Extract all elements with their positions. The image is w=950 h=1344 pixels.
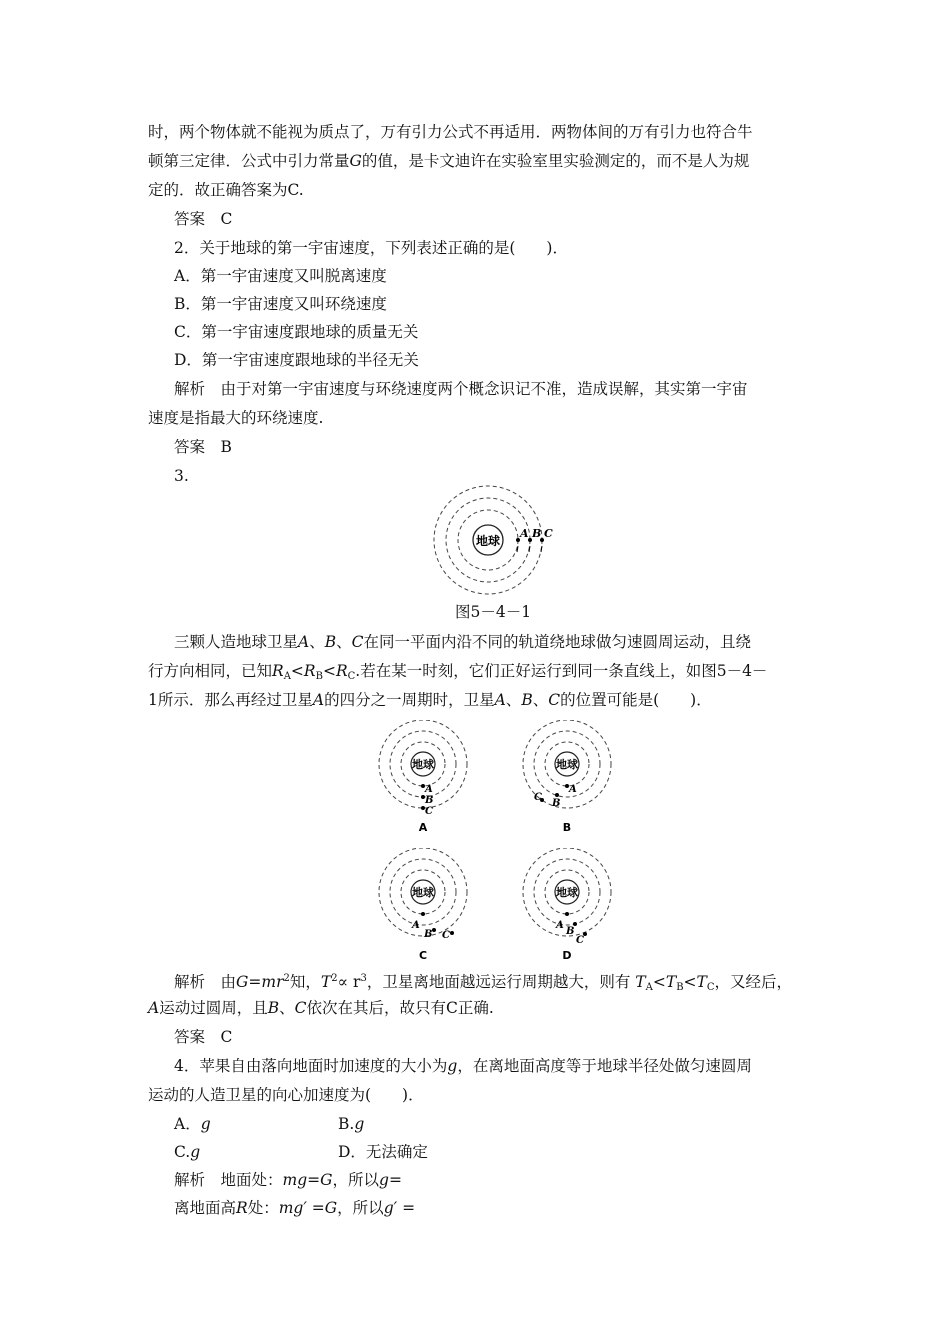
label-a: A (556, 920, 564, 931)
q2-analysis-2: 速度是指最大的环绕速度. (148, 409, 324, 427)
figure-caption: 图5－4－1 (455, 603, 532, 621)
text: 1所示．那么再经过卫星 (148, 691, 313, 709)
para-line-3: 定的．故正确答案为C. (148, 181, 304, 199)
text: = (402, 1199, 416, 1217)
q3-stem-3 (148, 690, 712, 710)
symbol-t: T (320, 973, 332, 991)
text: 解析 地面处： (174, 1171, 283, 1189)
text: .若在某一时刻，它们正好运行到同一条直线上，如图5－4－ (355, 662, 768, 680)
text: 解析 由 (174, 973, 237, 991)
formula: g′ (383, 1199, 398, 1217)
q3-stem-1 (174, 632, 751, 652)
option-figure-a (368, 720, 478, 836)
option-label-b: B (562, 821, 572, 834)
text: 、 (505, 691, 522, 709)
lt: < (652, 973, 666, 991)
q2-option-d: D．第一宇宙速度跟地球的半径无关 (174, 351, 419, 369)
label-a: A (412, 920, 420, 931)
label-c: C (534, 792, 542, 803)
label-c: C (442, 930, 450, 941)
text: 三颗人造地球卫星 (174, 633, 299, 651)
q4-analysis-2 (174, 1198, 415, 1218)
label-b: B (552, 798, 561, 809)
symbol-a: A (148, 999, 160, 1017)
symbol-b: B (521, 691, 533, 709)
text: 的四分之一周期时，卫星 (324, 691, 495, 709)
para-line-2 (148, 151, 749, 171)
text: 离地面高 (174, 1199, 237, 1217)
symbol-g: g (447, 1057, 458, 1075)
q3-analysis-1: 解析 由$G=mr^2$知，$T^2\propto r^3$，卫星离地面越远运行周期越大，则有 $T_A<T_B<T_C$，又经后， (174, 973, 793, 993)
q2-option-b: B．第一宇宙速度又叫环绕速度 (174, 295, 387, 313)
text: B. (338, 1115, 355, 1133)
q3-answer: 答案 C (174, 1028, 233, 1046)
text: ，在离地面高度等于地球半径处做匀速圆周 (457, 1057, 752, 1075)
q4-option-b (338, 1114, 364, 1134)
q3-stem-2 (148, 661, 767, 687)
symbol-g: g (379, 1171, 389, 1189)
text: 运动过圆周，且 (159, 999, 268, 1017)
q2-option-c: C．第一宇宙速度跟地球的质量无关 (174, 323, 419, 341)
sub-c: C (706, 982, 715, 993)
text: 、 (309, 633, 325, 651)
formula: ∝ r (337, 973, 361, 991)
formula: mg′ (278, 1199, 307, 1217)
label-c: C (425, 806, 433, 817)
text: = (307, 1171, 321, 1189)
q4-analysis-1 (174, 1170, 402, 1190)
symbol-a: A (298, 633, 310, 651)
q4-stem-1 (174, 1056, 752, 1076)
direction-arrows (517, 546, 542, 552)
lt: < (322, 662, 336, 680)
option-label-d: D (562, 949, 572, 962)
symbol-r: R (335, 662, 348, 680)
text: 在同一平面内沿不同的轨道绕地球做匀速圆周运动，且绕 (363, 633, 752, 651)
text: ，所以 (337, 1199, 384, 1217)
symbol-r: R (236, 1199, 248, 1217)
label-a: A (425, 784, 433, 795)
symbol-g: G (349, 152, 362, 170)
option-label-c: C (418, 949, 428, 962)
symbol-b: B (267, 999, 280, 1017)
q2-option-a: A．第一宇宙速度又叫脱离速度 (174, 267, 387, 285)
symbol-a: A (494, 691, 506, 709)
satellite-b-label: B (532, 527, 542, 540)
q4-option-c (174, 1142, 200, 1162)
option-label-a: A (418, 821, 428, 834)
symbol-t: T (665, 973, 677, 991)
text: 依次在其后，故只有C正确. (306, 999, 494, 1017)
sub-a: A (283, 671, 291, 682)
satellite-c-label: C (544, 527, 553, 540)
text: 、 (279, 999, 295, 1017)
satellite-a-label: A (520, 527, 529, 540)
q3-analysis-2 (148, 998, 494, 1018)
symbol-g: g (200, 1115, 211, 1133)
text: 的位置可能是( )． (560, 691, 712, 709)
text: C. (174, 1143, 191, 1161)
orbit-figure-main (425, 484, 565, 596)
lt: < (290, 662, 304, 680)
earth-label: 地球 (412, 758, 434, 771)
sub-b: B (315, 671, 323, 682)
sub-b: B (676, 982, 684, 993)
q4-stem-2: 运动的人造卫星的向心加速度为( )． (148, 1086, 424, 1104)
text: ，卫星离地面越远运行周期越大，则有 (366, 973, 631, 991)
option-figure-d (512, 848, 622, 964)
para-line-1: 时，两个物体就不能视为质点了，万有引力公式不再适用．两物体间的万有引力也符合牛 (148, 123, 753, 141)
text: = (388, 1171, 402, 1189)
sub-c: C (347, 671, 356, 682)
answer-1: 答案 C (174, 210, 233, 228)
text: 行方向相同，已知 (148, 662, 273, 680)
text: 、 (336, 633, 352, 651)
symbol-c: C (351, 633, 364, 651)
earth-label: 地球 (412, 886, 434, 899)
text: 处： (247, 1199, 279, 1217)
para-text: 顿第三定律．公式中引力常量 (148, 152, 350, 170)
text: 4．苹果自由落向地面时加速度的大小为 (174, 1057, 448, 1075)
text: ，所以 (332, 1171, 380, 1189)
symbol-b: B (324, 633, 337, 651)
label-a: A (569, 784, 577, 795)
para-text: 的值，是卡文迪许在实验室里实验测定的，而不是人为规 (361, 152, 750, 170)
q3-number: 3. (174, 467, 189, 485)
symbol-r: R (272, 662, 284, 680)
symbol-a: A (312, 691, 325, 709)
formula: mg (282, 1171, 308, 1189)
sub-a: A (645, 982, 653, 993)
symbol-c: C (548, 691, 561, 709)
label-b: B (424, 929, 433, 940)
label-c: C (576, 935, 584, 946)
text: A． (174, 1115, 201, 1133)
text: = (311, 1199, 325, 1217)
earth-label: 地球 (556, 886, 578, 899)
q2-analysis-1: 解析 由于对第一宇宙速度与环绕速度两个概念识记不准，造成误解，其实第一宇宙 (174, 380, 748, 398)
q2-stem: 2．关于地球的第一宇宙速度，下列表述正确的是( )． (174, 239, 568, 257)
symbol-g: G (324, 1199, 338, 1217)
symbol-g: G (320, 1171, 333, 1189)
symbol-g: g (354, 1115, 365, 1133)
text: 、 (532, 691, 549, 709)
symbol-r: R (303, 662, 316, 680)
label-b: B (425, 795, 434, 806)
option-figure-c (368, 848, 478, 964)
symbol-t: T (696, 973, 707, 991)
text: ，又经后， (714, 973, 793, 991)
formula: G=mr (236, 973, 284, 991)
q4-option-a (174, 1114, 211, 1134)
earth-label: 地球 (475, 534, 501, 548)
option-figure-b (512, 720, 622, 836)
symbol-g: g (190, 1143, 201, 1161)
q4-option-d: D．无法确定 (338, 1143, 428, 1161)
symbol-c: C (294, 999, 307, 1017)
q2-answer: 答案 B (174, 438, 232, 456)
lt: < (683, 973, 697, 991)
symbol-t: T (635, 973, 646, 991)
text: 知， (289, 973, 321, 991)
label-b: B (566, 926, 575, 937)
earth-label: 地球 (556, 758, 578, 771)
